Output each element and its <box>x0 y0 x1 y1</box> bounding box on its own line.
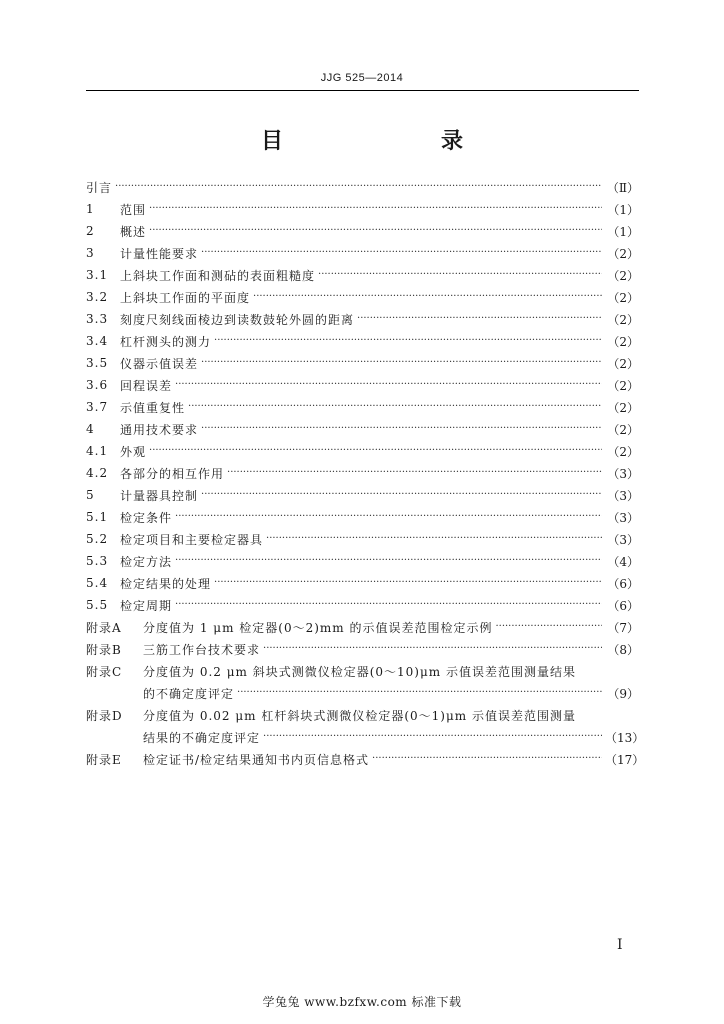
toc-number: 5.2 <box>86 532 109 546</box>
toc-number: 附录B <box>86 642 122 657</box>
leader-dots <box>201 357 602 369</box>
toc-number: 3.1 <box>86 268 109 282</box>
toc-number: 5.1 <box>86 510 109 524</box>
toc-label: 计量性能要求 <box>120 246 199 261</box>
leader-dots <box>214 577 602 589</box>
leader-dots <box>227 467 602 479</box>
toc-number: 附录C <box>86 664 123 679</box>
toc-number: 5.3 <box>86 554 109 568</box>
toc-number: 4.1 <box>86 444 109 458</box>
toc-label: 检定项目和主要检定器具 <box>120 532 264 547</box>
toc-page: （4） <box>607 554 639 569</box>
toc-page: （2） <box>607 312 639 327</box>
toc-page: （Ⅱ） <box>606 180 639 195</box>
toc-label: 分度值为 0.2 μm 斜块式测微仪检定器(0～10)μm 示值误差范围测量结果 <box>143 664 576 679</box>
toc-number: 附录D <box>86 708 123 723</box>
leader-dots <box>201 489 602 501</box>
toc-page: （6） <box>607 598 639 613</box>
toc-entry[interactable] <box>86 264 639 286</box>
toc-entry[interactable] <box>86 374 639 396</box>
toc-number: 5.5 <box>86 598 109 612</box>
toc-label: 分度值为 0.02 μm 杠杆斜块式测微仪检定器(0～1)μm 示值误差范围测量 <box>143 708 576 723</box>
toc-entry-appendix-c[interactable] <box>86 660 639 682</box>
toc-label: 概述 <box>120 224 147 239</box>
toc-number: 5 <box>86 488 95 502</box>
leader-dots <box>495 621 602 633</box>
toc-entry[interactable] <box>86 440 639 462</box>
toc-page: （2） <box>607 444 639 459</box>
toc-number: 1 <box>86 202 95 216</box>
toc-entry-appendix-e[interactable] <box>86 748 645 770</box>
toc-page: （3） <box>607 488 639 503</box>
leader-dots <box>318 269 602 281</box>
toc-entry-appendix-d[interactable] <box>86 704 639 726</box>
toc-page: （2） <box>607 246 639 261</box>
toc-page: （6） <box>607 576 639 591</box>
toc-page: （1） <box>607 224 639 239</box>
toc-entry[interactable] <box>86 330 639 352</box>
leader-dots <box>201 423 602 435</box>
toc-label: 引言 <box>86 180 113 195</box>
toc-entry[interactable] <box>86 220 639 242</box>
toc-label: 上斜块工作面和测砧的表面粗糙度 <box>120 268 316 283</box>
toc-label: 各部分的相互作用 <box>120 466 225 481</box>
toc-page: （2） <box>607 400 639 415</box>
leader-dots <box>115 181 602 193</box>
footer-watermark: 学兔兔 www.bzfxw.com 标准下载 <box>262 995 462 1009</box>
toc-number: 3.6 <box>86 378 109 392</box>
running-header: JJG 525—2014 <box>320 72 404 84</box>
toc-entry-appendix-d-cont[interactable] <box>86 726 645 748</box>
leader-dots <box>263 731 602 743</box>
toc-entry[interactable] <box>86 594 639 616</box>
leader-dots <box>175 555 602 567</box>
toc-page: （8） <box>607 642 639 657</box>
toc-label: 上斜块工作面的平面度 <box>120 290 251 305</box>
toc-label: 仪器示值误差 <box>120 356 199 371</box>
toc-number: 附录E <box>86 752 122 767</box>
toc-label: 外观 <box>120 444 147 459</box>
toc-entry-appendix-a[interactable] <box>86 616 639 638</box>
toc-entry[interactable] <box>86 506 639 528</box>
toc-label: 分度值为 1 μm 检定器(0～2)mm 的示值误差范围检定示例 <box>143 620 493 635</box>
toc-number: 4.2 <box>86 466 109 480</box>
toc-entry[interactable] <box>86 418 639 440</box>
toc-entry-appendix-c-cont[interactable] <box>86 682 639 704</box>
toc-entry[interactable] <box>86 242 639 264</box>
leader-dots <box>214 335 602 347</box>
leader-dots <box>175 511 602 523</box>
toc-page: （2） <box>607 422 639 437</box>
toc-label: 结果的不确定度评定 <box>143 730 261 745</box>
toc-page: （2） <box>607 378 639 393</box>
leader-dots <box>175 379 602 391</box>
toc-entry[interactable] <box>86 352 639 374</box>
toc-entry[interactable] <box>86 198 639 220</box>
toc-entry[interactable] <box>86 462 639 484</box>
toc-entry[interactable] <box>86 484 639 506</box>
toc-label: 刻度尺刻线面棱边到读数鼓轮外圆的距离 <box>120 312 355 327</box>
toc-page: （9） <box>607 686 639 701</box>
toc-label: 的不确定度评定 <box>143 686 235 701</box>
toc-entry[interactable] <box>86 550 639 572</box>
toc-label: 计量器具控制 <box>120 488 199 503</box>
leader-dots <box>149 445 602 457</box>
leader-dots <box>201 247 602 259</box>
toc-number: 3.4 <box>86 334 109 348</box>
leader-dots <box>266 533 602 545</box>
toc-entry-intro[interactable] <box>86 176 639 198</box>
toc-label: 通用技术要求 <box>120 422 199 437</box>
toc-number: 附录A <box>86 620 122 635</box>
toc-number: 3 <box>86 246 95 260</box>
toc-page: （1） <box>607 202 639 217</box>
leader-dots <box>149 203 602 215</box>
toc-number: 4 <box>86 422 95 436</box>
toc-number: 3.5 <box>86 356 109 370</box>
toc-number: 3.2 <box>86 290 109 304</box>
toc-label: 范围 <box>120 202 147 217</box>
toc-entry[interactable] <box>86 528 639 550</box>
toc-page: （2） <box>607 290 639 305</box>
leader-dots <box>263 643 602 655</box>
leader-dots <box>357 313 602 325</box>
toc-number: 3.3 <box>86 312 109 326</box>
leader-dots <box>175 599 602 611</box>
toc-label: 示值重复性 <box>120 400 186 415</box>
leader-dots <box>253 291 602 303</box>
toc-label: 回程误差 <box>120 378 173 393</box>
toc-label: 检定方法 <box>120 554 173 569</box>
toc-page: （3） <box>607 510 639 525</box>
toc-page: （7） <box>607 620 639 635</box>
toc-number: 2 <box>86 224 95 238</box>
toc-label: 三筋工作台技术要求 <box>143 642 261 657</box>
toc-entry[interactable] <box>86 308 639 330</box>
toc-label: 检定结果的处理 <box>120 576 212 591</box>
toc-number: 5.4 <box>86 576 109 590</box>
leader-dots <box>188 401 602 413</box>
toc-label: 杠杆测头的测力 <box>120 334 212 349</box>
header-rule <box>86 90 639 91</box>
leader-dots <box>237 687 602 699</box>
toc-entry[interactable] <box>86 286 639 308</box>
toc-number: 3.7 <box>86 400 109 414</box>
toc-entry-appendix-b[interactable] <box>86 638 639 660</box>
leader-dots <box>149 225 602 237</box>
page-number: I <box>617 937 623 953</box>
toc-page: （2） <box>607 268 639 283</box>
toc-label: 检定证书/检定结果通知书内页信息格式 <box>143 752 370 767</box>
toc-page: （3） <box>607 532 639 547</box>
toc-entry[interactable] <box>86 396 639 418</box>
toc-label: 检定条件 <box>120 510 173 525</box>
page-title: 目 录 <box>260 128 501 154</box>
toc-page: （3） <box>607 466 639 481</box>
toc-page: （17） <box>605 752 645 767</box>
toc-label: 检定周期 <box>120 598 173 613</box>
leader-dots <box>372 753 602 765</box>
toc-page: （2） <box>607 334 639 349</box>
toc-page: （2） <box>607 356 639 371</box>
toc-page: （13） <box>605 730 645 745</box>
toc-entry[interactable] <box>86 572 639 594</box>
